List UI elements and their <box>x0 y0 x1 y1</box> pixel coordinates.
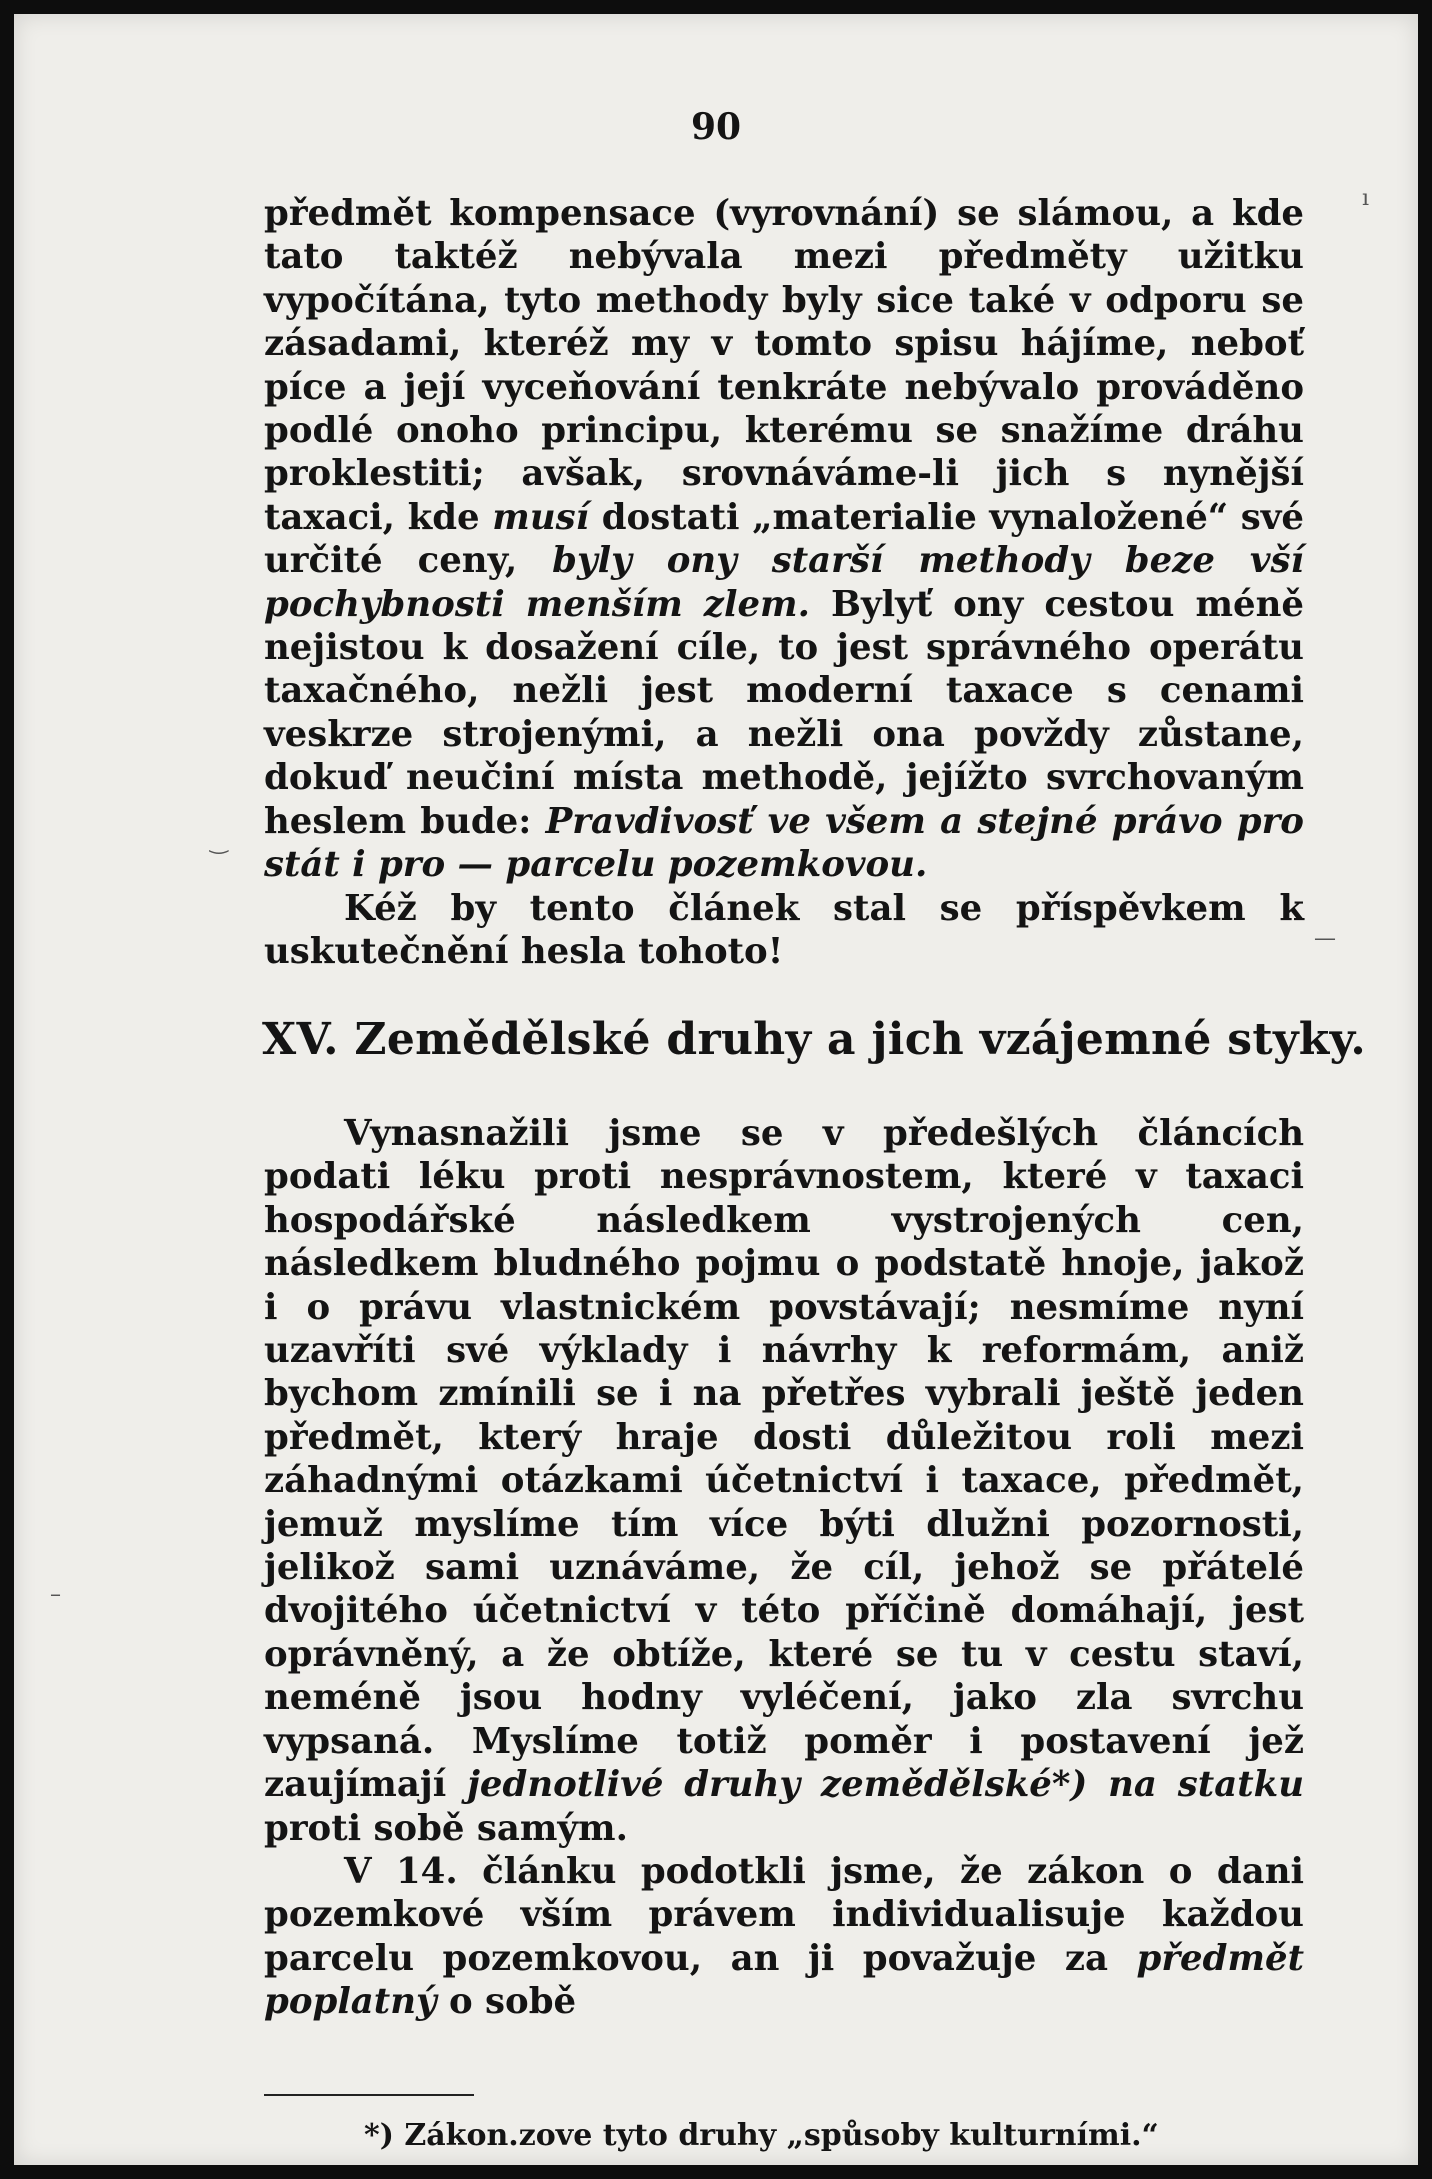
text-run: dostati „materialie vynaložené“ své určité ceny, <box>264 496 1304 582</box>
scanned-page <box>14 14 1418 2165</box>
upper-text <box>264 192 1304 973</box>
text-run: Kéž by tento článek stal se příspěvkem k uskutečnění hesla tohoto! <box>264 887 1304 972</box>
footnote: *) Zákon.zove tyto druhy „spůsoby kulturními.“ <box>364 2118 1159 2153</box>
italic-run: předmět poplatný <box>264 1937 1304 2023</box>
paragraph <box>264 192 1304 887</box>
lower-text <box>264 1112 1304 2024</box>
text-run: o sobě <box>436 1981 577 2023</box>
italic-run: jednotlivé druhy zemědělské*) na statku <box>467 1764 1304 1806</box>
paragraph <box>264 1850 1304 2024</box>
italic-run: byly ony starší methody beze vší pochybnosti menším zlem. <box>264 540 1305 625</box>
footnote-rule <box>264 2094 474 2096</box>
italic-run: Pravdivosť ve všem a stejné právo pro stát i pro — parcelu pozemkovou. <box>264 800 1304 886</box>
margin-speck: ‿ <box>210 830 228 855</box>
text-run: proti sobě samým. <box>264 1807 628 1849</box>
margin-speck: – <box>50 1582 61 1607</box>
text-run: V 14. článku podotkli jsme, že zákon o dani pozemkové vším právem individualisuje každou parcelu pozemkovou, an ji považuje za <box>264 1850 1304 1979</box>
margin-speck: — <box>1314 926 1336 951</box>
chapter-heading: XV. Zemědělské druhy a jich vzájemné styky. <box>262 1014 1367 1065</box>
page-number: 90 <box>690 106 742 148</box>
paragraph <box>264 1112 1304 1850</box>
text-run: Vynasnažili jsme se v předešlých článcích podati léku proti nesprávnostem, které v taxaci hospodářské následkem vystrojených cen, následkem bludného pojmu o podstatě hnoje, jakož i o právu vlastnickém povstávají; nesmíme nyní uzavříti své výklady i návrhy k reformám, aniž bychom zmínili se i na přetřes vybrali ještě jeden předmět, který hraje dosti důležitou roli mezi záhadnými otázkami účetnictví i taxace, předmět, jemuž myslíme tím více býti dlužni pozornosti, jelikož sami uznáváme, že cíl, jehož se přátelé dvojitého účetnictví v této příčině domáhají, jest oprávněný, a že obtíže, které se tu v cestu staví, neméně jsou hodny vyléčení, jako zla svrchu vypsaná. Myslíme totiž poměr i postavení jež zaujímají <box>264 1113 1304 1806</box>
text-run: předmět kompensace (vyrovnání) se slámou, a kde tato taktéž nebývala mezi předměty užitku vypočítána, tyto methody byly sice také v odporu se zásadami, kteréž my v tomto spisu hájíme, neboť píce a její vyceňování tenkráte nebývalo prováděno podlé onoho principu, kterému se snažíme dráhu proklestiti; avšak, srovnáváme-li jich s nynější taxaci, kde <box>264 193 1304 538</box>
italic-run: musí <box>492 496 590 538</box>
text-run: Bylyť ony cestou méně nejistou k dosažení cíle, to jest správného operátu taxačného, nežli jest moderní taxace s cenami veskrze strojenými, a nežli ona povždy zůstane, dokuď neučiní místa methodě, jejížto svrchovaným heslem bude: <box>264 583 1304 842</box>
paragraph <box>264 887 1304 974</box>
margin-speck: ı <box>1362 186 1370 211</box>
